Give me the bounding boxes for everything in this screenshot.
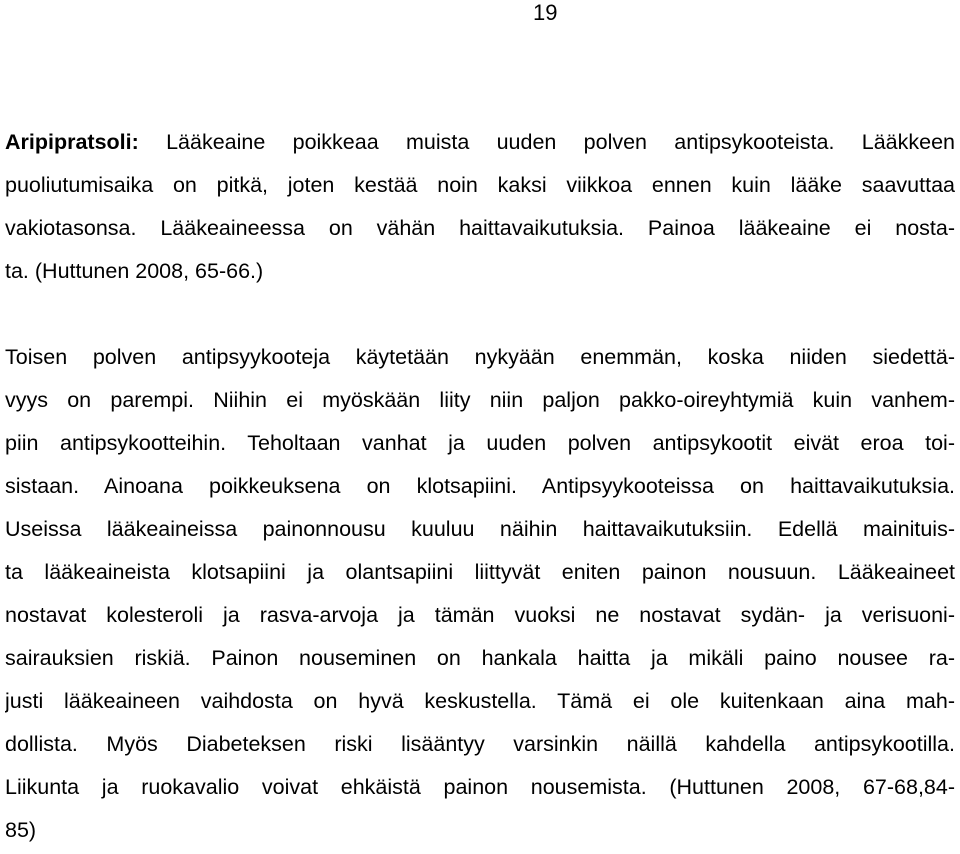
text-line: sairauksien riskiä. Painon nouseminen on hankala haitta ja mikäli paino nousee ra-	[5, 646, 955, 670]
text-line: vakiotasonsa. Lääkeaineessa on vähän haittavaikutuksia. Painoa lääkeaine ei nosta-	[5, 216, 955, 240]
text-line: Liikunta ja ruokavalio voivat ehkäistä painon nousemista. (Huttunen 2008, 67-68,84-	[5, 775, 955, 799]
text-line: nostavat kolesteroli ja rasva-arvoja ja tämän vuoksi ne nostavat sydän- ja verisuoni-	[5, 603, 955, 627]
text-line: puoliutumisaika on pitkä, joten kestää noin kaksi viikkoa ennen kuin lääke saavuttaa	[5, 173, 955, 197]
text-line	[5, 128, 955, 156]
text-line: piin antipsykootteihin. Teholtaan vanhat ja uuden polven antipsykootit eivät eroa toi-	[5, 431, 955, 455]
text-line: 85)	[5, 818, 37, 842]
page-number: 19	[533, 0, 558, 25]
text-segment: Lääkeaine poikkeaa muista uuden polven antipsykooteista. Lääkkeen	[138, 130, 955, 154]
text-line: Useissa lääkeaineissa painonnousu kuuluu näihin haittavaikutuksiin. Edellä mainituis-	[5, 517, 955, 541]
text-line: ta. (Huttunen 2008, 65-66.)	[5, 259, 264, 283]
text-line: justi lääkeaineen vaihdosta on hyvä keskustella. Tämä ei ole kuitenkaan aina mah-	[5, 689, 955, 713]
text-line: ta lääkeaineista klotsapiini ja olantsapiini liittyvät eniten painon nousuun. Lääkeaineet	[5, 560, 955, 584]
term-aripipratsoli: Aripipratsoli:	[5, 130, 139, 154]
text-line: sistaan. Ainoana poikkeuksena on klotsapiini. Antipsyykooteissa on haittavaikutuksia.	[5, 474, 955, 498]
text-line: vyys on parempi. Niihin ei myöskään liity niin paljon pakko-oireyhtymiä kuin vanhem-	[5, 388, 955, 412]
text-line: dollista. Myös Diabeteksen riski lisääntyy varsinkin näillä kahdella antipsykootilla.	[5, 732, 955, 756]
text-line: Toisen polven antipsyykooteja käytetään nykyään enemmän, koska niiden siedettä-	[5, 345, 955, 369]
